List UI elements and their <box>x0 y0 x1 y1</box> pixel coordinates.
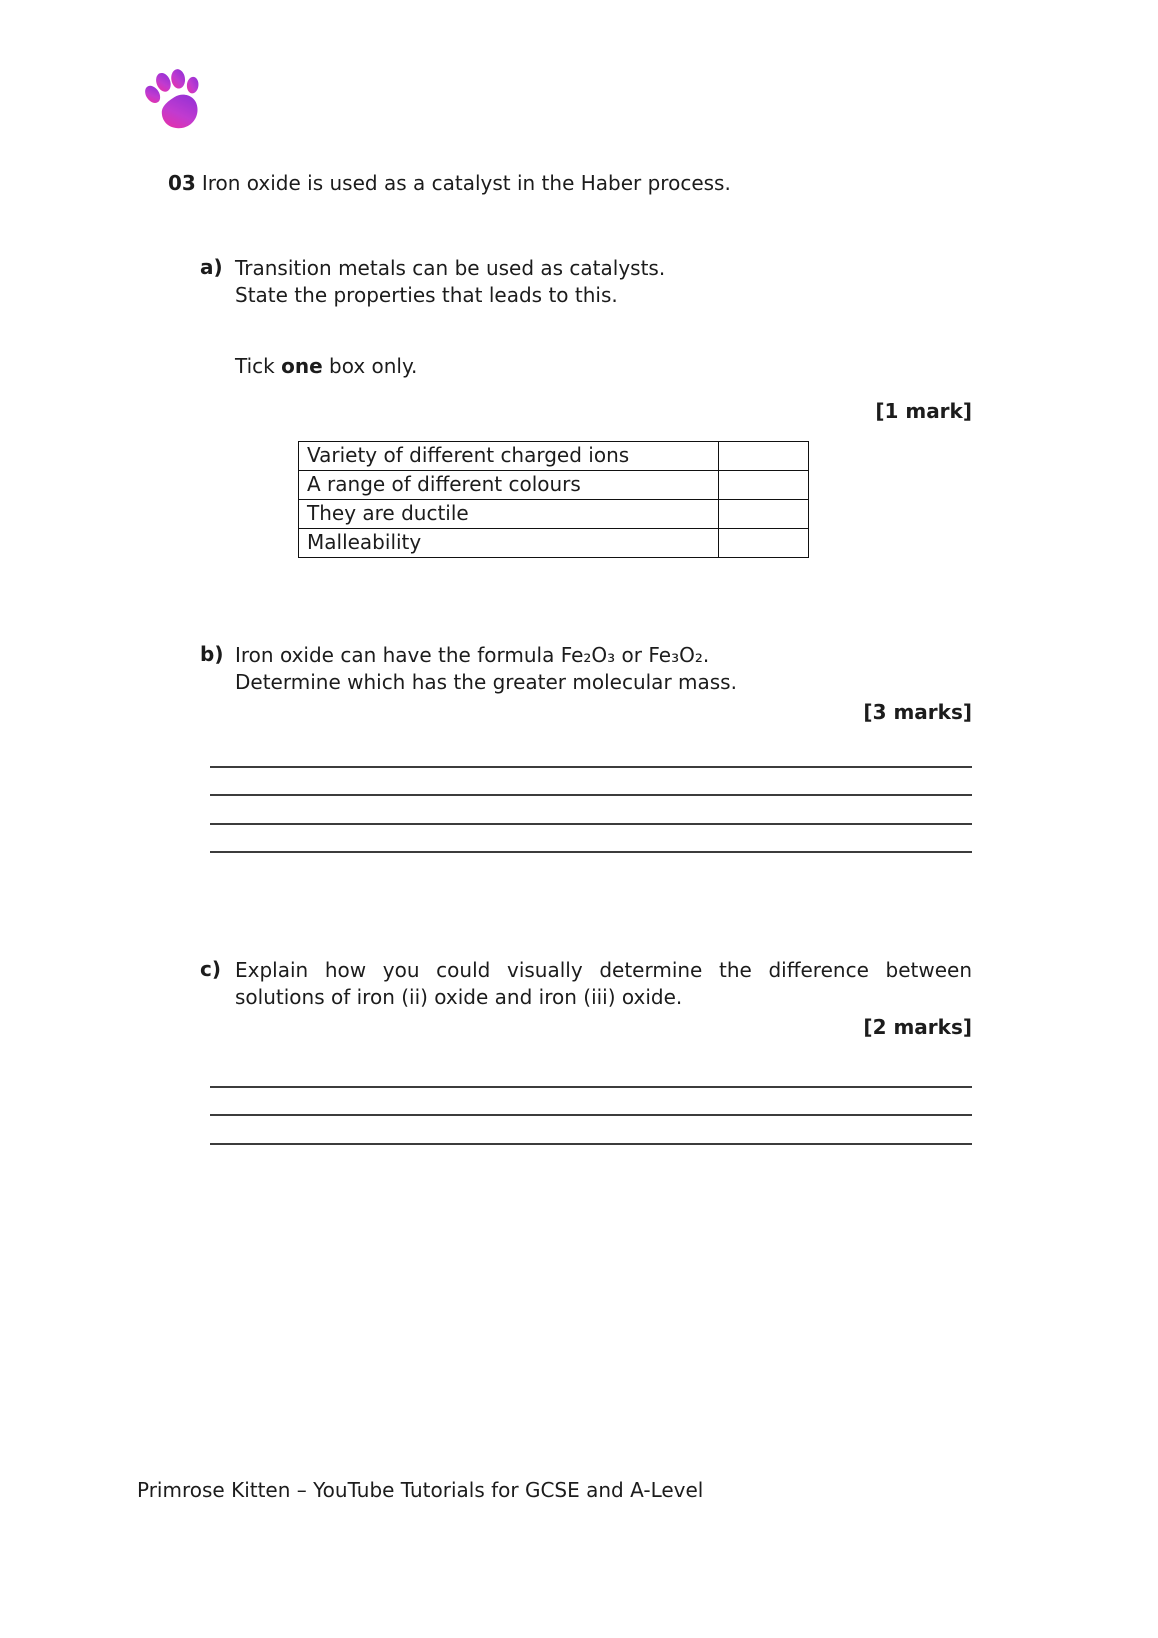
answer-line <box>210 1088 972 1117</box>
answer-line <box>210 1116 972 1145</box>
part-c <box>200 957 972 1011</box>
tick-box-table <box>298 441 809 558</box>
tick-prefix: Tick <box>235 354 282 378</box>
part-b <box>200 642 972 696</box>
table-row <box>299 442 809 471</box>
part-b-line1: Iron oxide can have the formula Fe₂O₃ or Fe₃O₂. <box>235 643 710 667</box>
option-label: A range of different colours <box>299 471 719 500</box>
part-a-marks: [1 mark] <box>875 399 972 423</box>
part-a-label: a) <box>200 255 223 279</box>
part-c-answer-lines <box>210 1059 972 1145</box>
tick-instruction <box>235 353 972 380</box>
tick-suffix: box only. <box>322 354 418 378</box>
paw-print-logo <box>138 58 210 144</box>
part-c-line1: Explain how you could visually determine the difference between <box>235 958 972 982</box>
tick-box-cell[interactable] <box>719 529 809 558</box>
part-a <box>200 255 972 309</box>
part-b-text <box>235 642 972 696</box>
table-row <box>299 471 809 500</box>
part-c-line2: solutions of iron (ii) oxide and iron (iii) oxide. <box>235 985 683 1009</box>
part-b-label: b) <box>200 642 224 666</box>
table-row <box>299 529 809 558</box>
answer-line <box>210 796 972 825</box>
tick-box-cell[interactable] <box>719 500 809 529</box>
paw-icon <box>138 58 210 144</box>
answer-line <box>210 768 972 797</box>
part-c-label: c) <box>200 957 221 981</box>
tick-box-cell[interactable] <box>719 442 809 471</box>
part-a-line2: State the properties that leads to this. <box>235 283 618 307</box>
table-row <box>299 500 809 529</box>
answer-line <box>210 1059 972 1088</box>
part-b-line2: Determine which has the greater molecular mass. <box>235 670 737 694</box>
tick-bold-word: one <box>281 354 323 378</box>
option-label: Malleability <box>299 529 719 558</box>
question-intro-text: Iron oxide is used as a catalyst in the Haber process. <box>201 171 731 195</box>
answer-line <box>210 739 972 768</box>
answer-line <box>210 825 972 854</box>
page-footer: Primrose Kitten – YouTube Tutorials for GCSE and A-Level <box>137 1478 704 1502</box>
part-c-marks: [2 marks] <box>863 1015 972 1039</box>
tick-box-cell[interactable] <box>719 471 809 500</box>
question-intro <box>168 170 972 197</box>
part-a-text <box>235 255 972 309</box>
option-label: They are ductile <box>299 500 719 529</box>
part-b-answer-lines <box>210 739 972 853</box>
part-b-marks: [3 marks] <box>863 700 972 724</box>
option-label: Variety of different charged ions <box>299 442 719 471</box>
part-c-text <box>235 957 972 1011</box>
question-number: 03 <box>168 171 196 195</box>
part-a-line1: Transition metals can be used as catalysts. <box>235 256 666 280</box>
